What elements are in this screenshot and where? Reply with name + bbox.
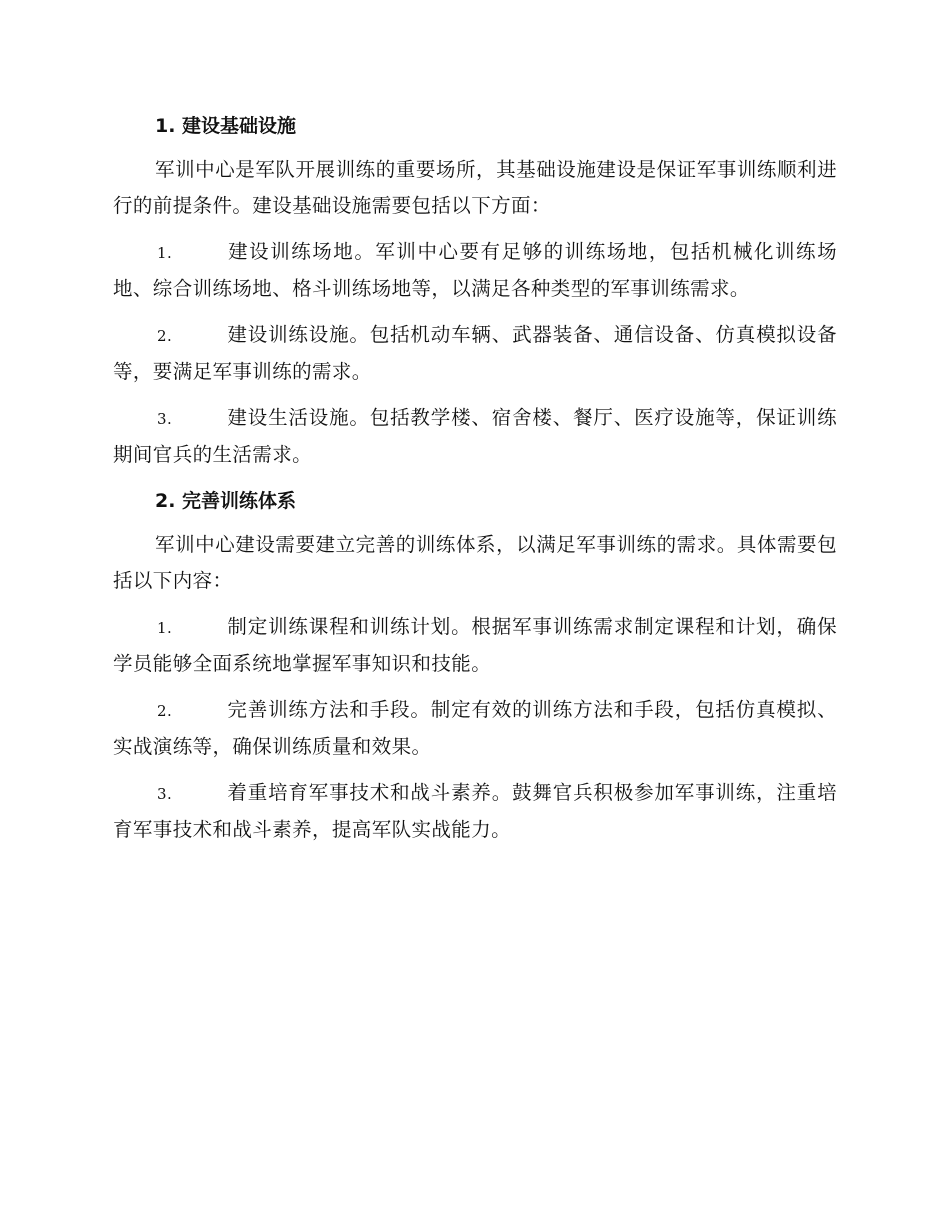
list-item-text: 建设生活设施。包括教学楼、宿舍楼、餐厅、医疗设施等，保证训练期间官兵的生活需求。 [113, 406, 837, 466]
list-item [113, 400, 837, 473]
section-training-system [113, 483, 837, 848]
section-heading: 1. 建设基础设施 [155, 115, 297, 137]
list-item-number: 2. [157, 702, 173, 720]
section-intro: 军训中心建设需要建立完善的训练体系，以满足军事训练的需求。具体需要包括以下内容： [113, 533, 837, 592]
list-item-number: 1. [157, 244, 173, 262]
list-item-text: 着重培育军事技术和战斗素养。鼓舞官兵积极参加军事训练，注重培育军事技术和战斗素养，提高军队实战能力。 [113, 781, 837, 841]
section-heading: 2. 完善训练体系 [155, 490, 297, 512]
list-item-text: 完善训练方法和手段。制定有效的训练方法和手段，包括仿真模拟、实战演练等，确保训练质量和效果。 [113, 698, 837, 758]
section-infrastructure [113, 108, 837, 473]
list-item-text: 建设训练设施。包括机动车辆、武器装备、通信设备、仿真模拟设备等，要满足军事训练的需求。 [113, 323, 837, 383]
list-item [113, 692, 837, 765]
list-item-number: 3. [157, 785, 173, 803]
list-item-number: 3. [157, 410, 173, 428]
list-item [113, 775, 837, 848]
list-item-number: 2. [157, 327, 173, 345]
list-item-text: 建设训练场地。军训中心要有足够的训练场地，包括机械化训练场地、综合训练场地、格斗训练场地等，以满足各种类型的军事训练需求。 [113, 240, 837, 300]
list-item-text: 制定训练课程和训练计划。根据军事训练需求制定课程和计划，确保学员能够全面系统地掌握军事知识和技能。 [113, 615, 837, 675]
list-item [113, 609, 837, 682]
list-item [113, 234, 837, 307]
list-item [113, 317, 837, 390]
list-item-number: 1. [157, 619, 173, 637]
document-body [113, 108, 837, 858]
section-intro: 军训中心是军队开展训练的重要场所，其基础设施建设是保证军事训练顺利进行的前提条件。建设基础设施需要包括以下方面： [113, 158, 837, 217]
